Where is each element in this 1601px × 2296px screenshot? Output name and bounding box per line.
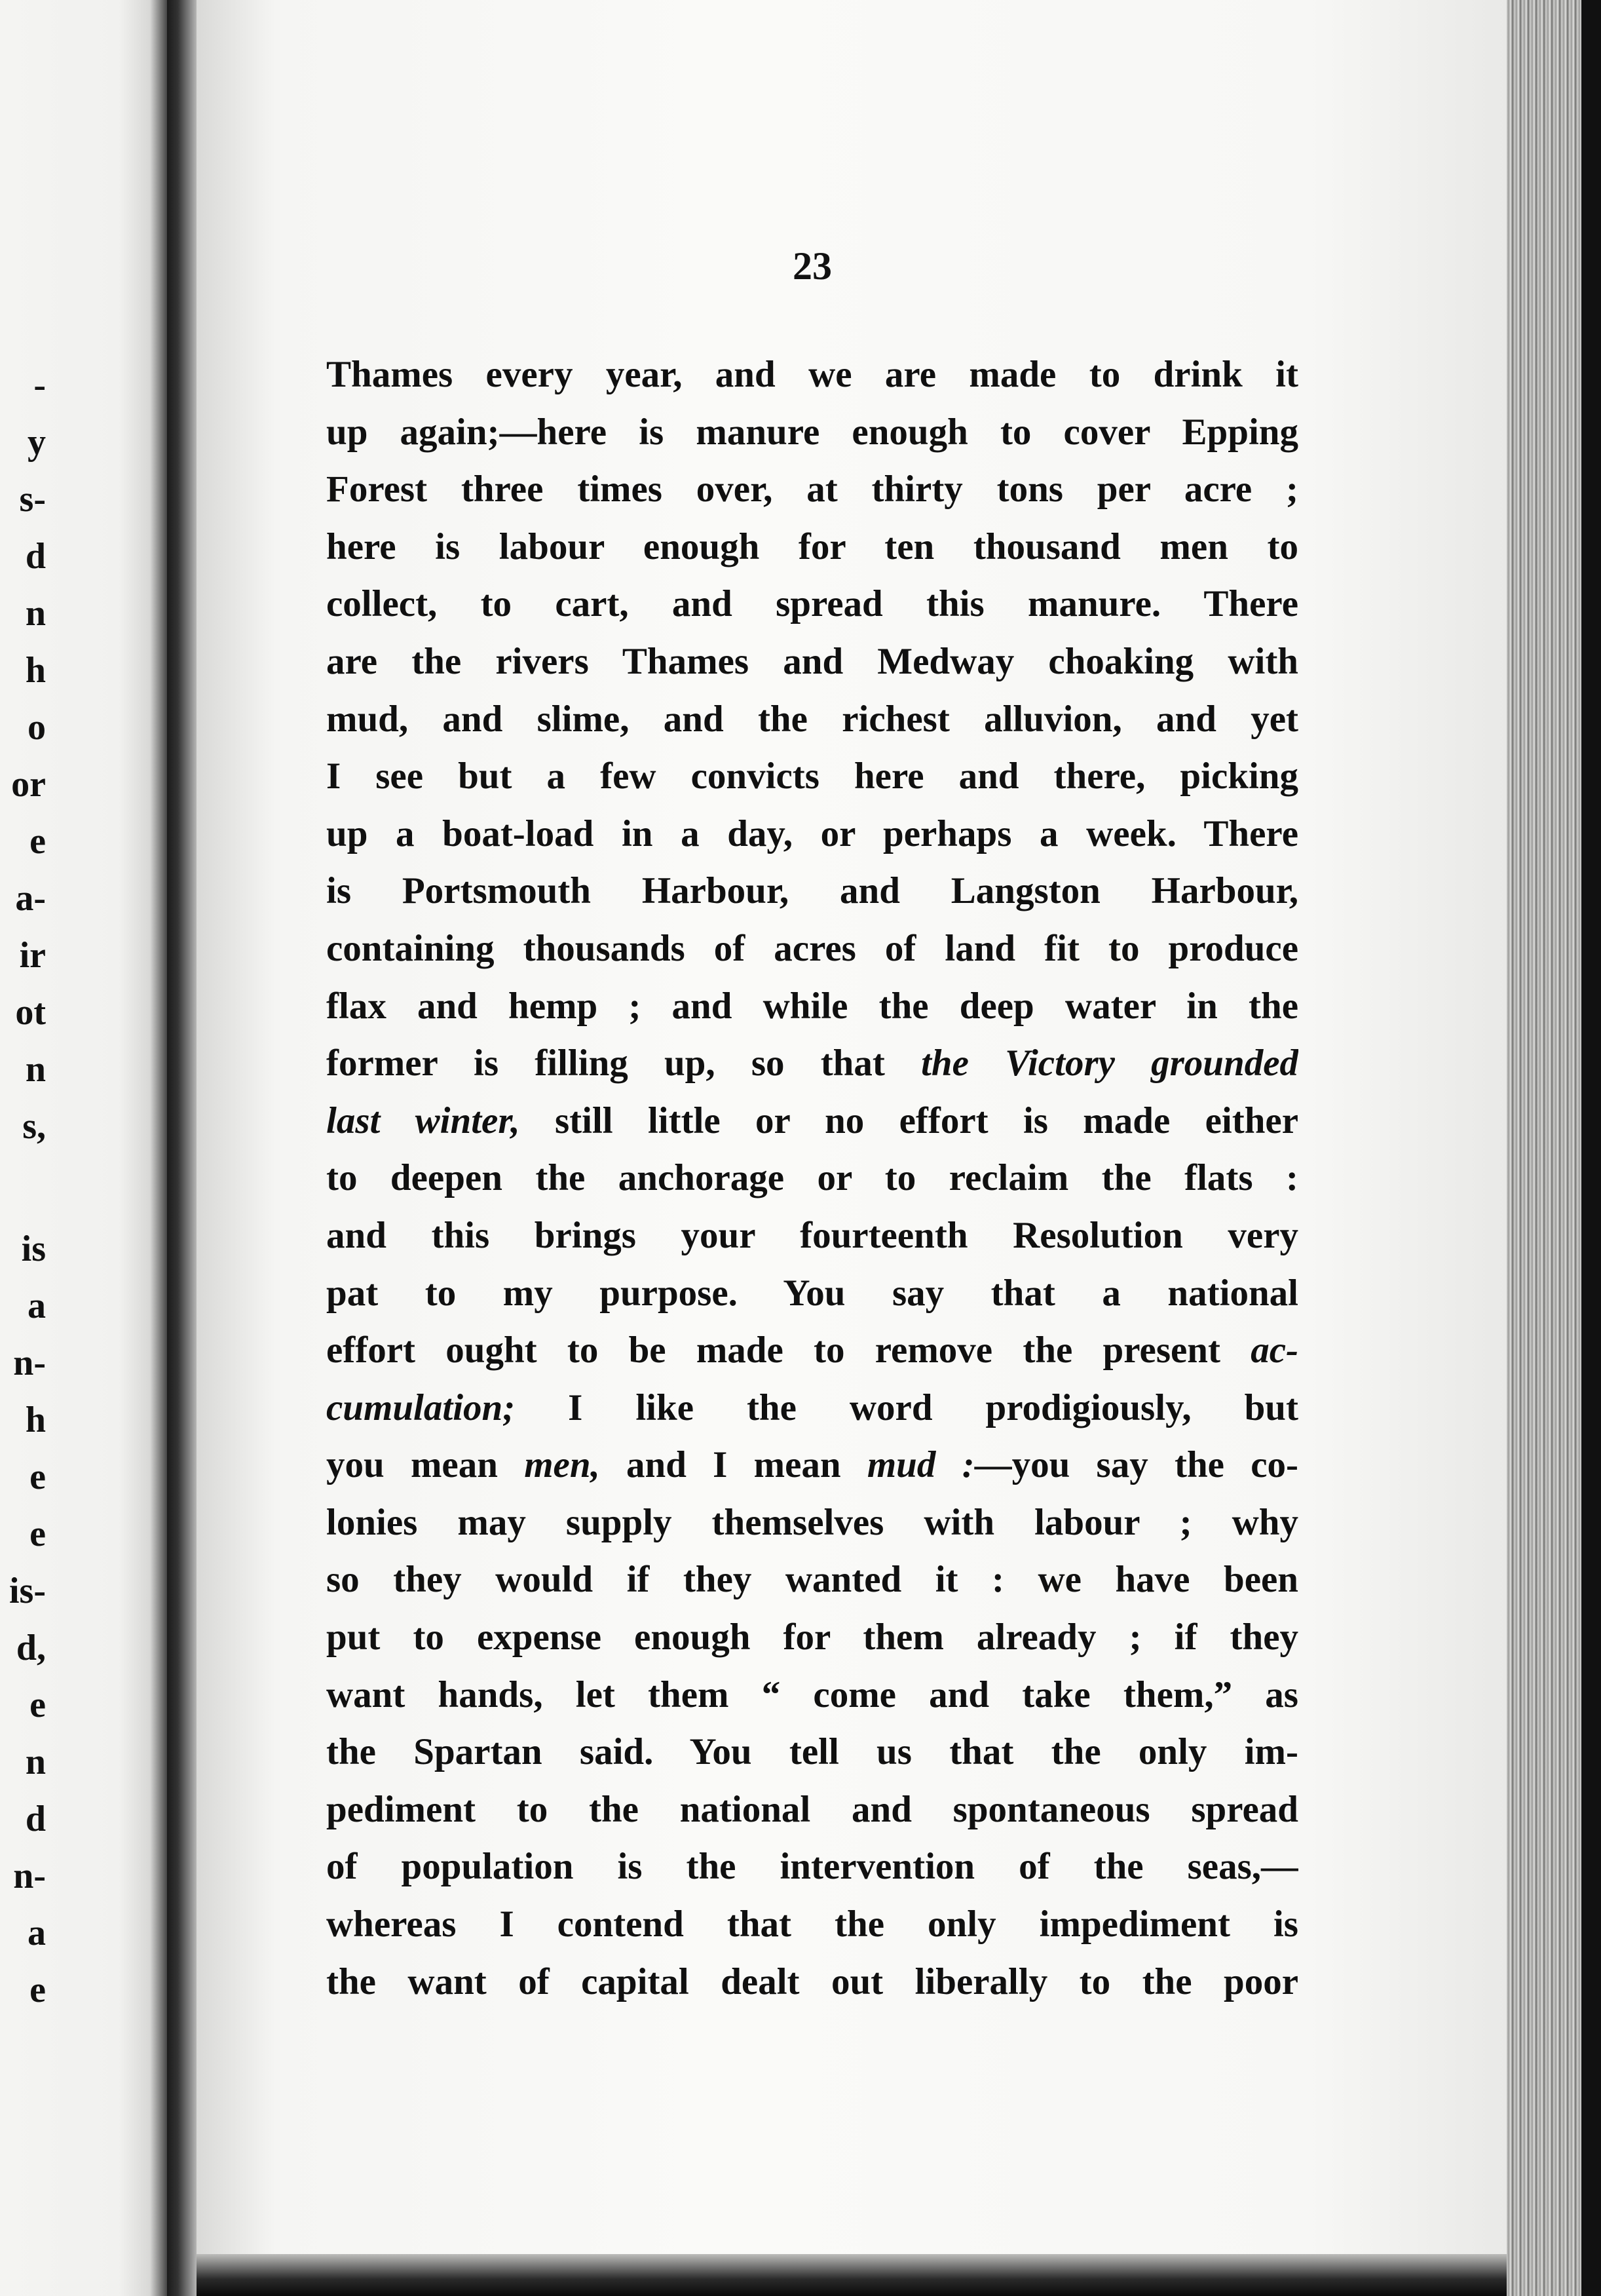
text-line [326,748,1298,805]
text-segment: and this brings your fourteenth Resolution very [326,1214,1298,1256]
italic-text: men, [524,1444,600,1486]
text-segment: —you say the co- [974,1444,1298,1486]
text-line [326,805,1298,863]
text-segment: Forest three times over, at thirty tons per acre ; [326,469,1298,510]
italic-text: ac- [1251,1330,1298,1371]
text-segment: up a boat-load in a day, or perhaps a week. There [326,813,1298,854]
text-line [326,1609,1298,1666]
text-line [326,1207,1298,1265]
text-segment: effort ought to be made to remove the present [326,1330,1251,1371]
text-segment: pediment to the national and spontaneous spread [326,1788,1298,1830]
text-segment: and I mean [599,1444,867,1486]
text-line [326,1322,1298,1379]
text-segment: are the rivers Thames and Medway choaking with [326,640,1298,682]
text-line [326,575,1298,633]
page-bottom-edge [197,2254,1507,2296]
text-line [326,1092,1298,1150]
text-segment: lonies may supply themselves with labour ; why [326,1501,1298,1543]
text-segment: mud, and slime, and the richest alluvion, and yet [326,698,1298,740]
facing-line-ending: n- [13,1343,46,1383]
text-segment: former is filling up, so that [326,1043,922,1084]
text-segment: here is labour enough for ten thousand men to [326,526,1298,567]
text-line [326,1781,1298,1839]
facing-line-ending: n [25,593,46,634]
facing-line-ending: n [25,1049,46,1090]
page-edges [1507,0,1601,2296]
text-segment: the Spartan said. You tell us that the only im- [326,1731,1298,1773]
italic-text: the Victory grounded [921,1043,1298,1084]
facing-line-ending: o [28,707,46,748]
facing-line-ending: s- [19,479,46,520]
facing-line-ending: h [25,650,46,691]
facing-line-ending: d [25,1799,46,1839]
text-line [326,1379,1298,1437]
italic-text: cumulation; [326,1387,516,1428]
text-line [326,862,1298,920]
facing-line-ending: ot [15,992,46,1033]
facing-line-ending: is- [9,1571,46,1611]
text-line [326,346,1298,404]
text-line [326,691,1298,748]
text-line [326,1551,1298,1609]
facing-line-ending: e [29,1685,46,1725]
text-segment: whereas I contend that the only impediment is [326,1904,1298,1945]
facing-page-left [0,0,170,2296]
text-segment: flax and hemp ; and while the deep water in the [326,985,1298,1027]
body-text [326,346,1298,2010]
text-segment: pat to my purpose. You say that a national [326,1272,1298,1314]
text-segment: collect, to cart, and spread this manure. There [326,583,1298,625]
text-segment: I like the word prodigiously, but [515,1387,1298,1428]
facing-line-ending: is [21,1229,46,1269]
facing-line-ending: e [29,1970,46,2010]
text-line [326,1953,1298,2011]
text-segment: put to expense enough for them already ; if they [326,1617,1298,1658]
facing-line-ending: h [25,1400,46,1440]
text-segment: Thames every year, and we are made to drink it [326,354,1298,395]
text-line [326,1896,1298,1953]
facing-line-ending: n- [13,1856,46,1896]
facing-line-ending: ir [19,935,46,976]
text-segment: the want of capital dealt out liberally to the poor [326,1961,1298,2002]
text-segment: is Portsmouth Harbour, and Langston Harbour, [326,870,1298,912]
facing-line-ending: s, [22,1106,46,1147]
facing-line-ending: a [28,1286,46,1326]
text-line [326,1838,1298,1896]
text-segment: so they would if they wanted it : we have been [326,1559,1298,1601]
facing-page-line-endings [0,357,46,2019]
facing-line-ending: d [25,536,46,577]
text-segment: to deepen the anchorage or to reclaim the flats : [326,1157,1298,1199]
facing-line-ending: e [29,821,46,862]
facing-line-ending: y [28,422,46,463]
text-segment: still little or no effort is made either [519,1100,1298,1141]
text-line [326,633,1298,691]
text-line [326,1494,1298,1552]
facing-line-ending [0,1155,46,1221]
text-line [326,978,1298,1035]
facing-line-ending: e [29,1457,46,1497]
text-segment: containing thousands of acres of land fit to produce [326,927,1298,969]
text-segment: you mean [326,1444,525,1486]
facing-line-ending: e [29,1514,46,1554]
text-line [326,518,1298,576]
italic-text: last winter, [326,1100,520,1141]
italic-text: mud : [867,1444,975,1486]
text-segment: of population is the intervention of the seas,— [326,1846,1298,1888]
text-segment: want hands, let them “ come and take them,” as [326,1674,1298,1715]
facing-line-ending: a- [15,878,46,919]
text-line [326,1666,1298,1724]
text-segment: up again;—here is manure enough to cover Epping [326,411,1298,453]
text-line [326,1265,1298,1322]
text-line [326,920,1298,978]
facing-line-ending: a [28,1913,46,1953]
text-segment: I see but a few convicts here and there, picking [326,756,1298,797]
facing-line-ending: n [25,1742,46,1782]
text-line [326,461,1298,518]
text-line [326,1035,1298,1092]
text-line [326,1723,1298,1781]
text-line [326,1436,1298,1494]
page-number: 23 [793,244,832,288]
text-line [326,1149,1298,1207]
facing-line-ending: - [33,365,46,406]
text-line [326,404,1298,461]
facing-line-ending: d, [16,1628,46,1668]
facing-line-ending: or [11,764,46,805]
